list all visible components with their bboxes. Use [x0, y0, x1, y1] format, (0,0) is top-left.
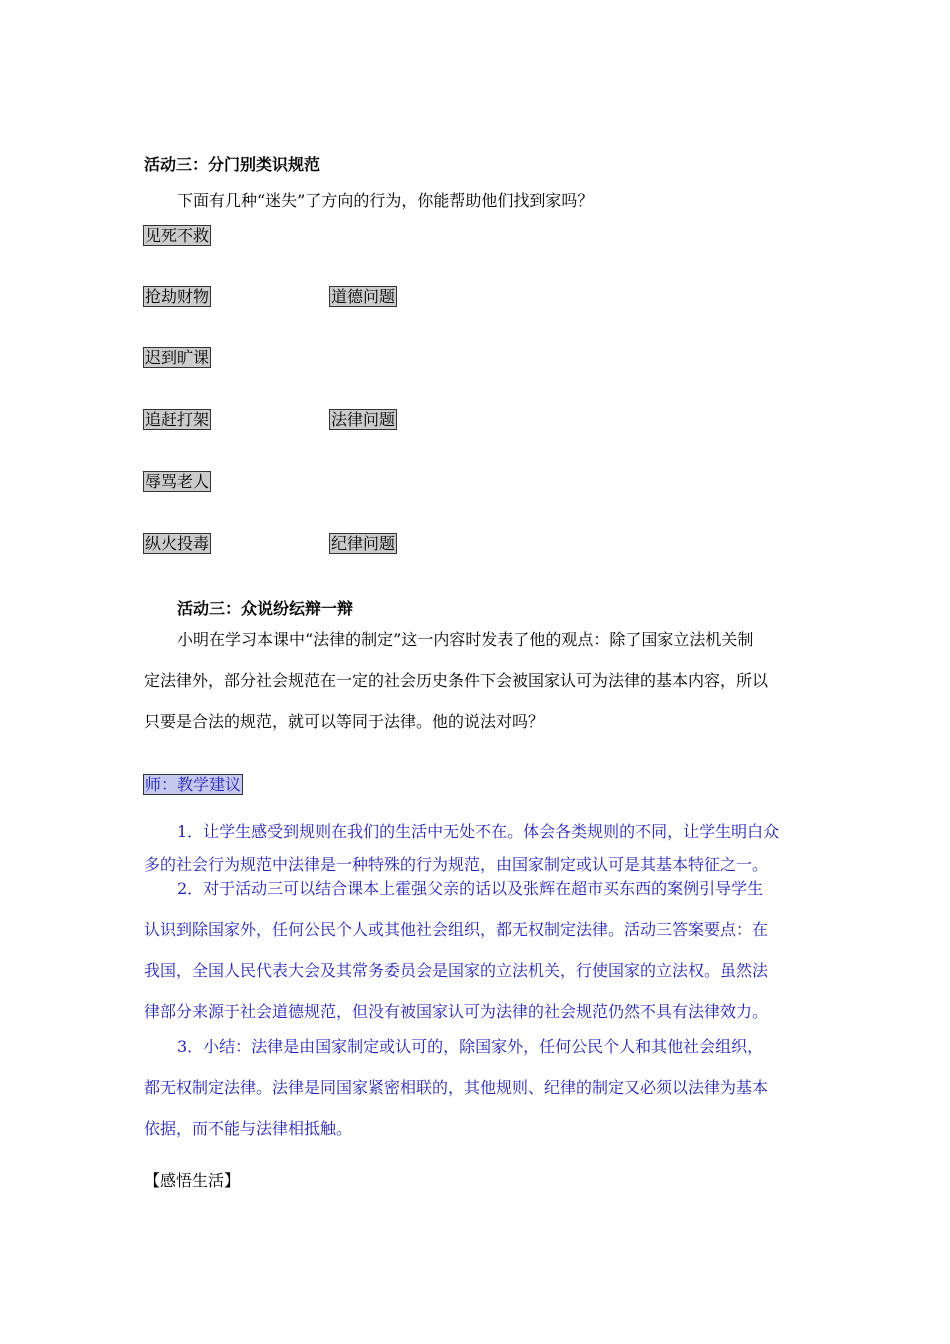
teacher-line: 依据，而不能与法律相抵触。 — [144, 1119, 353, 1138]
paragraph-line: 只要是合法的规范，就可以等同于法律。他的说法对吗？ — [144, 712, 545, 731]
teacher-label: 师：教学建议 — [145, 775, 242, 794]
teacher-line: 多的社会行为规范中法律是一种特殊的行为规范，由国家制定或认可是其基本特征之一。 — [144, 855, 769, 874]
teacher-line: 认识到除国家外，任何公民个人或其他社会组织，都无权制定法律。活动三答案要点：在 — [144, 920, 769, 939]
teacher-item-3 — [144, 1026, 814, 1149]
teacher-item-2 — [144, 868, 814, 1032]
teacher-line: 都无权制定法律。法律是同国家紧密相联的，其他规则、纪律的制定又必须以法律为基本 — [144, 1078, 769, 1097]
category-box: 纪律问题 — [331, 534, 396, 553]
category-box: 法律问题 — [331, 410, 396, 429]
category-box: 道德问题 — [331, 287, 396, 306]
teacher-line: 3．小结：法律是由国家制定或认可的，除国家外，任何公民个人和其他社会组织， — [177, 1037, 764, 1056]
paragraph-line: 小明在学习本课中“法律的制定”这一内容时发表了他的观点：除了国家立法机关制 — [177, 630, 754, 649]
behavior-box: 迟到旷课 — [145, 348, 210, 367]
behavior-box: 辱骂老人 — [145, 472, 210, 491]
activity1-heading: 活动三：分门别类识规范 — [144, 155, 321, 174]
activity2-heading: 活动三：众说纷纭辩一辩 — [177, 599, 354, 618]
behavior-box: 见死不救 — [145, 226, 210, 245]
teacher-line: 我国，全国人民代表大会及其常务委员会是国家的立法机关，行使国家的立法权。虽然法 — [144, 961, 769, 980]
behavior-box: 纵火投毒 — [145, 534, 210, 553]
section-label: 【感悟生活】 — [144, 1171, 241, 1190]
teacher-line: 2．对于活动三可以结合课本上霍强父亲的话以及张辉在超市买东西的案例引导学生 — [177, 879, 764, 898]
paragraph-line: 定法律外，部分社会规范在一定的社会历史条件下会被国家认可为法律的基本内容，所以 — [144, 671, 769, 690]
teacher-line: 1．让学生感受到规则在我们的生活中无处不在。体会各类规则的不同，让学生明白众 — [177, 822, 780, 841]
activity1-prompt: 下面有几种“迷失”了方向的行为，你能帮助他们找到家吗？ — [177, 191, 594, 210]
activity2-paragraph — [144, 619, 814, 742]
teacher-line: 律部分来源于社会道德规范，但没有被国家认可为法律的社会规范仍然不具有法律效力。 — [144, 1002, 769, 1021]
behavior-box: 抢劫财物 — [145, 287, 210, 306]
behavior-box: 追赶打架 — [145, 410, 210, 429]
